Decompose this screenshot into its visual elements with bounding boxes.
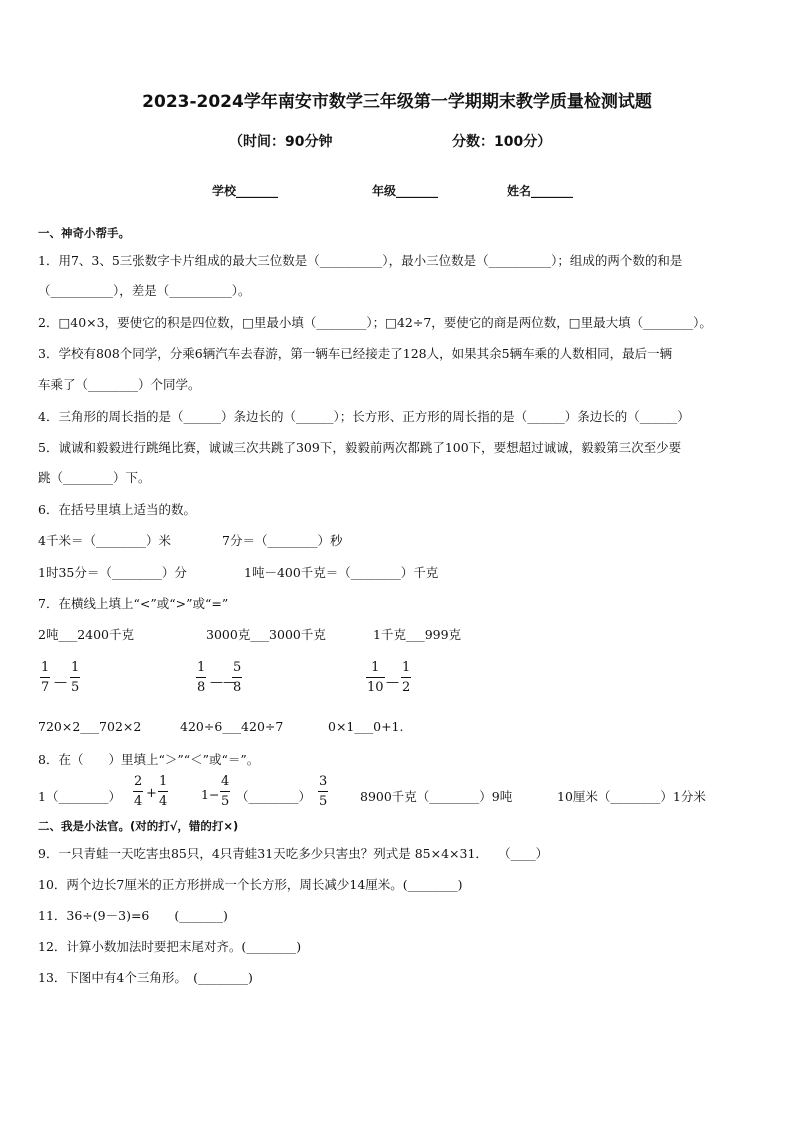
section-2-heading: 二、我是小法官。(对的打√，错的打×) (38, 819, 239, 833)
question-2: 2．□40×3，要使它的积是四位数，□里最小填（________）；□42÷7，要使它的商是两位数，□里最大填（________）。 (38, 315, 712, 330)
exam-time: （时间：90分钟 (229, 134, 333, 150)
fraction: 1 2 (402, 660, 411, 695)
exam-score: 分数：100分） (452, 134, 552, 150)
page-title: 2023-2024学年南安市数学三年级第一学期期末教学质量检测试题 (142, 92, 652, 112)
fraction: 1 4 (159, 774, 168, 809)
question-7-item-3: 1千克___999克 (373, 627, 462, 642)
question-10: 10．两个边长7厘米的正方形拼成一个长方形，周长减少14厘米。(________) (38, 877, 463, 892)
fraction: 1 7 (41, 660, 50, 695)
fraction: 4 5 (221, 774, 230, 809)
question-9: 9．一只青蛙一天吃害虫85只，4只青蛙31天吃多少只害虫？列式是 85×4×31． （____） (38, 846, 549, 861)
question-13: 13．下图中有4个三角形。 (________) (38, 970, 253, 985)
question-7-item-2: 3000克___3000千克 (206, 627, 326, 642)
fraction: 1 10 (367, 660, 384, 695)
question-6-item-4: 1吨－400千克＝（________）千克 (244, 565, 439, 580)
grade-field[interactable]: 年级_______ (372, 184, 439, 198)
compare-blank[interactable]: — (386, 675, 399, 690)
plus-sign: + (146, 786, 157, 801)
compare-blank[interactable]: （________） (236, 789, 312, 804)
question-7-item-4: 720×2___702×2 (38, 719, 142, 734)
section-1-heading: 一、神奇小帮手。 (38, 226, 130, 240)
school-field[interactable]: 学校_______ (212, 184, 279, 198)
question-1-line-1: 1．用7、3、5三张数字卡片组成的最大三位数是（__________），最小三位数是（__________）；组成的两个数的和是 (38, 253, 683, 268)
fraction: 2 4 (134, 774, 143, 809)
question-3-line-2: 车乘了（________）个同学。 (38, 377, 201, 392)
question-3-line-1: 3．学校有808个同学，分乘6辆汽车去春游，第一辆车已经接走了128人，如果其余5辆车乘的人数相同，最后一辆 (38, 346, 673, 361)
question-6-item-3: 1时35分＝（________）分 (38, 565, 187, 580)
fraction: 3 5 (319, 774, 328, 809)
question-6-item-2: 7分＝（________）秒 (222, 533, 343, 548)
question-5-line-2: 跳（________）下。 (38, 470, 151, 485)
question-7: 7．在横线上填上“<”或“>”或“=” (38, 596, 229, 611)
question-8-item-3: 8900千克（________）9吨 (360, 789, 513, 804)
question-8-item-4: 10厘米（________）1分米 (557, 789, 706, 804)
question-4: 4．三角形的周长指的是（______）条边长的（______）；长方形、正方形的周长指的是（______）条边长的（______） (38, 409, 690, 424)
question-8-item-1: 1（________） (38, 789, 121, 804)
compare-blank[interactable]: —— (210, 675, 236, 690)
fraction: 1 5 (71, 660, 80, 695)
question-1-line-2: （__________），差是（__________）。 (38, 283, 251, 298)
question-8-item-2: 1− (201, 787, 220, 802)
question-6-item-1: 4千米＝（________）米 (38, 533, 171, 548)
question-8: 8．在（ ）里填上“＞”“＜”或“＝”。 (38, 752, 260, 767)
question-5-line-1: 5．诚诚和毅毅进行跳绳比赛，诚诚三次共跳了309下，毅毅前两次都跳了100下，要想超过诚诚，毅毅第三次至少要 (38, 440, 682, 455)
question-6: 6．在括号里填上适当的数。 (38, 502, 196, 517)
question-12: 12．计算小数加法时要把末尾对齐。(________) (38, 939, 302, 954)
fraction: 5 8 (233, 660, 242, 695)
question-7-item-1: 2吨___2400千克 (38, 627, 135, 642)
question-7-item-6: 0×1___0+1. (328, 719, 404, 734)
name-field[interactable]: 姓名_______ (507, 184, 574, 198)
fraction: 1 8 (197, 660, 206, 695)
compare-blank[interactable]: — (54, 675, 67, 690)
question-11: 11．36÷(9－3)=6 (_______) (38, 908, 228, 923)
question-7-item-5: 420÷6___420÷7 (180, 719, 284, 734)
